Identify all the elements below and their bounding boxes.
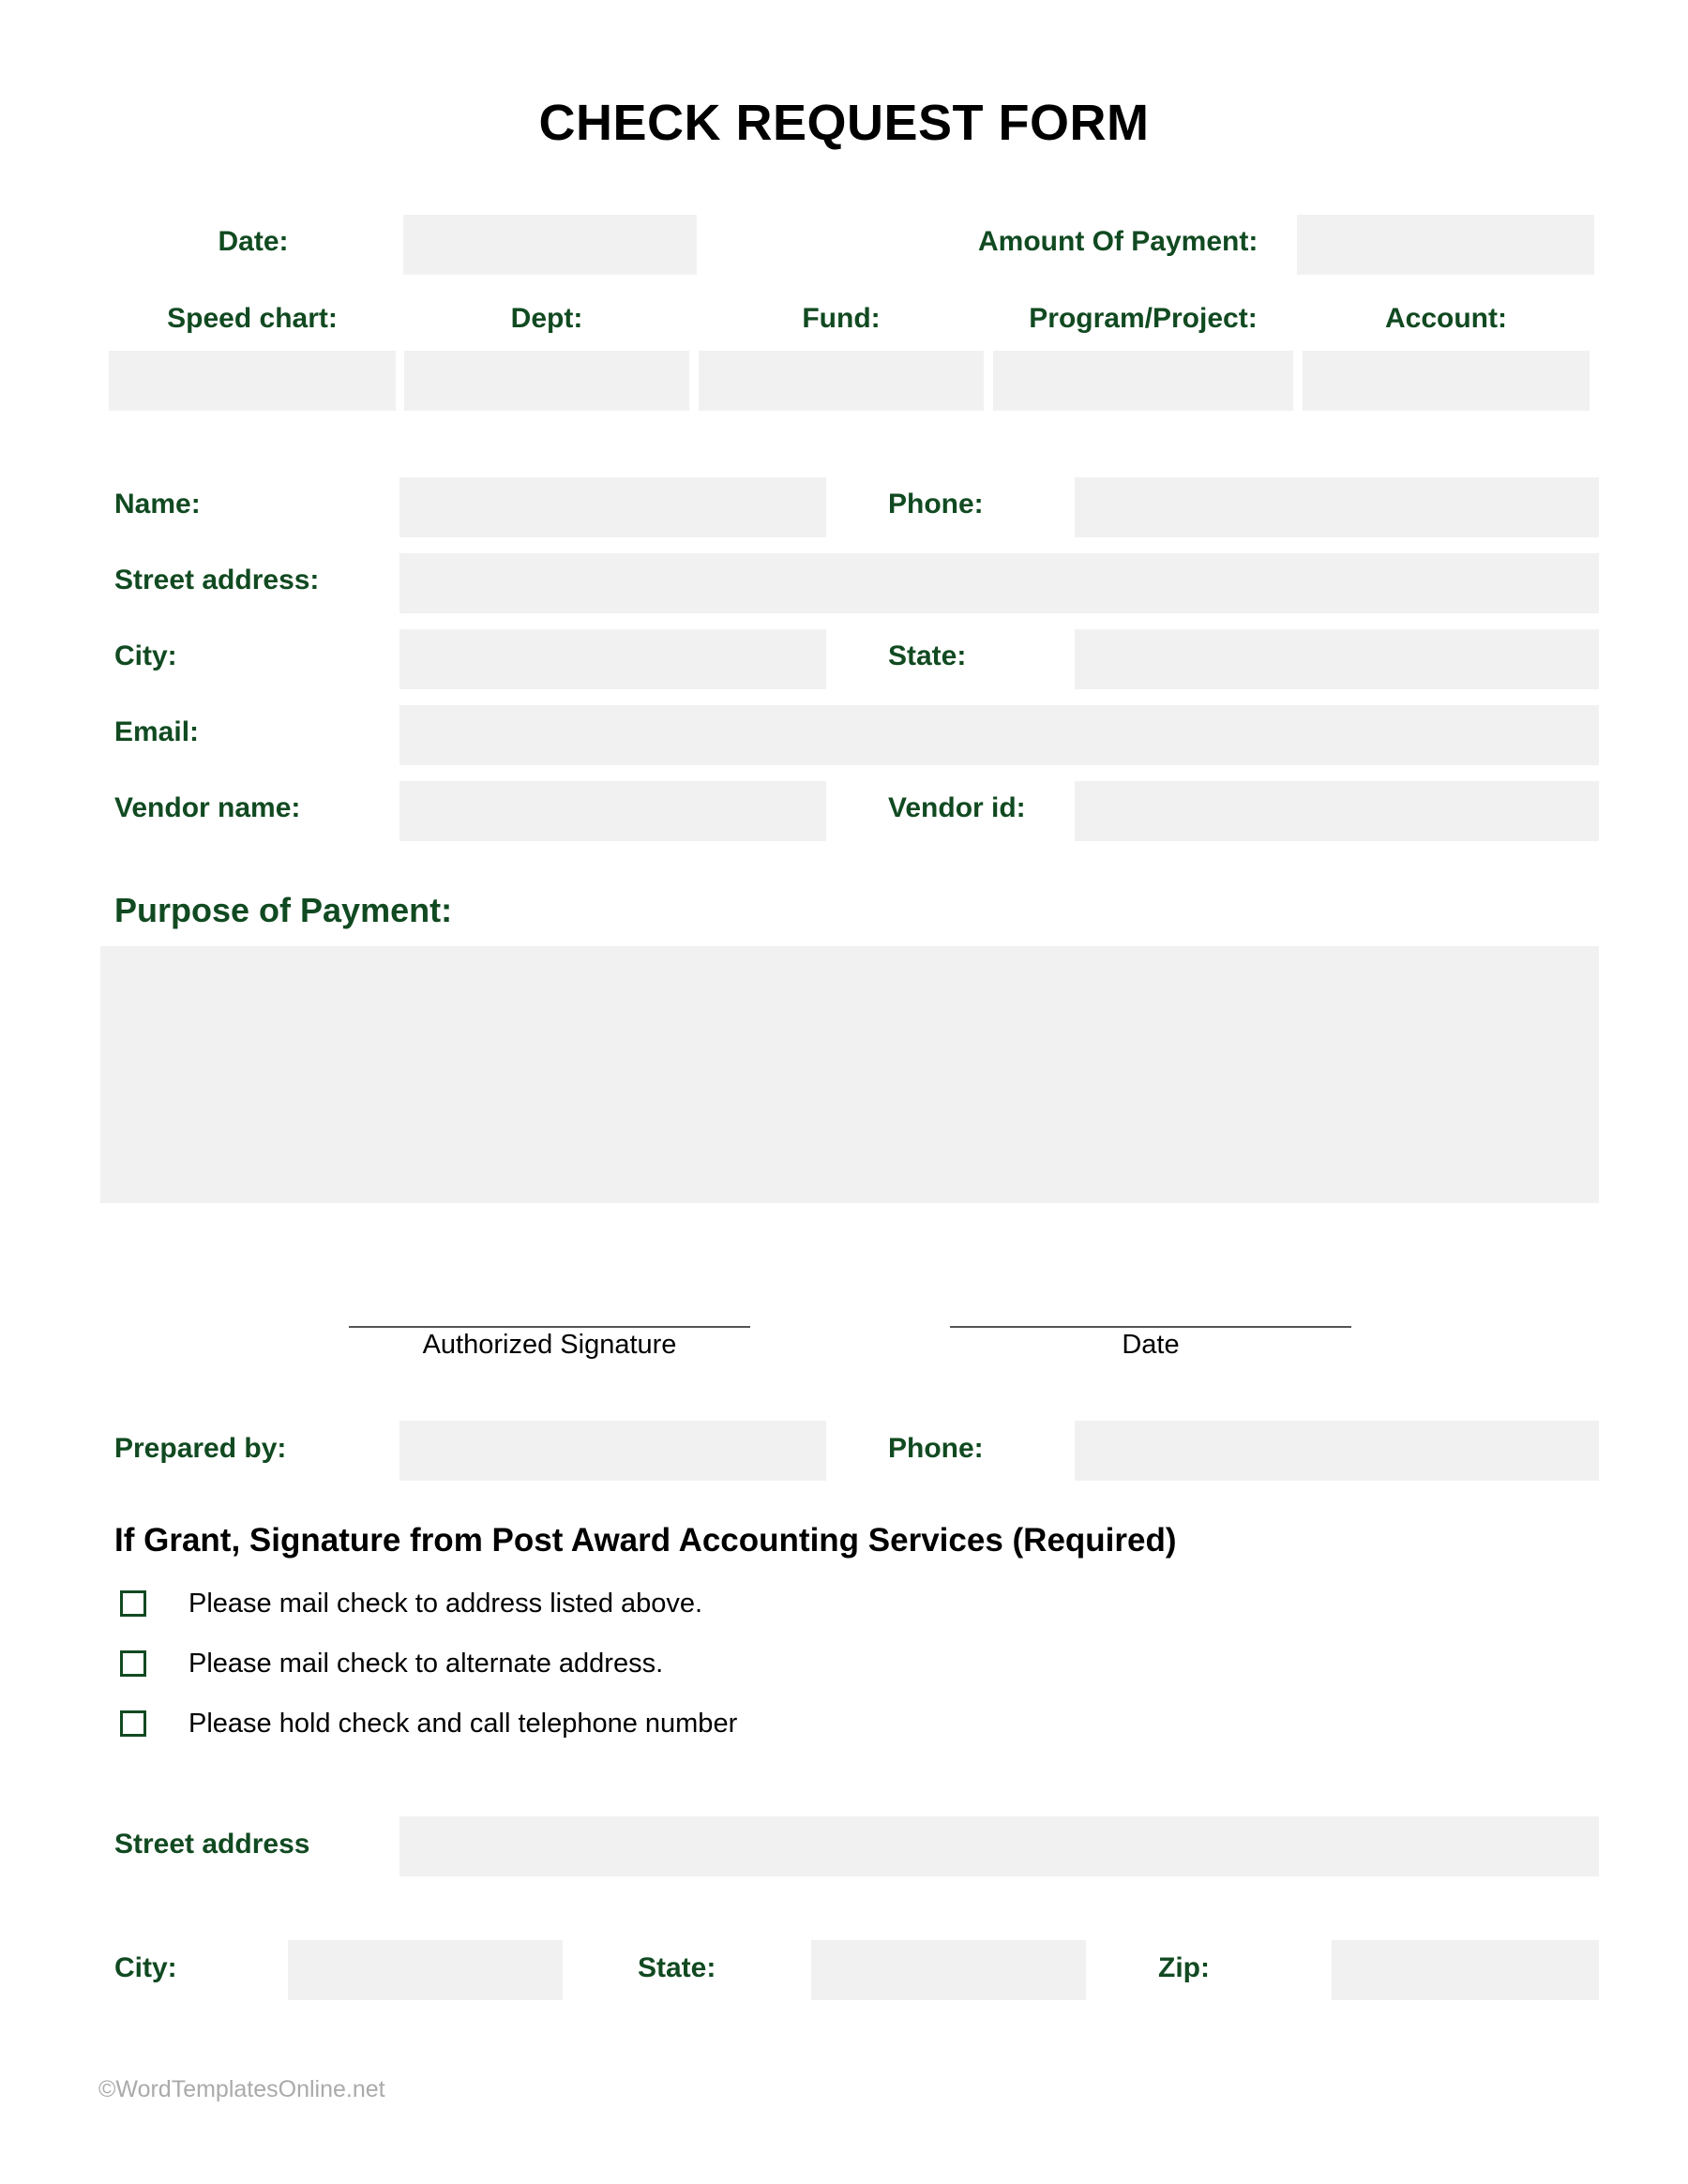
checkbox[interactable] — [120, 1590, 146, 1617]
option-label: Please hold check and call telephone number — [188, 1708, 738, 1739]
watermark: ©WordTemplatesOnline.net — [98, 2076, 385, 2102]
amount-field[interactable] — [1297, 215, 1594, 275]
signature-date-caption: Date — [1122, 1330, 1180, 1360]
alt-street-address-field[interactable] — [399, 1816, 1599, 1876]
authorized-signature-caption: Authorized Signature — [422, 1330, 677, 1360]
alt-state-label: State: — [638, 1952, 716, 1983]
signature-date-line[interactable] — [950, 1326, 1351, 1328]
name-label: Name: — [114, 489, 201, 520]
city-field[interactable] — [399, 629, 826, 689]
purpose-heading: Purpose of Payment: — [114, 891, 453, 929]
name-field[interactable] — [399, 477, 826, 537]
vendor-name-field[interactable] — [399, 781, 826, 841]
grant-heading: If Grant, Signature from Post Award Accounting Services (Required) — [114, 1522, 1177, 1559]
dept-field[interactable] — [404, 351, 689, 411]
fund-field[interactable] — [699, 351, 984, 411]
alt-state-field[interactable] — [811, 1940, 1086, 2000]
prepared-by-field[interactable] — [399, 1421, 826, 1481]
prepared-by-label: Prepared by: — [114, 1433, 287, 1464]
state-label: State: — [888, 640, 967, 671]
phone-field[interactable] — [1075, 477, 1599, 537]
checkbox[interactable] — [120, 1650, 146, 1677]
city-label: City: — [114, 640, 177, 671]
dept-label: Dept: — [510, 303, 583, 334]
option-mail-listed-address[interactable] — [120, 1580, 702, 1627]
vendor-id-label: Vendor id: — [888, 792, 1026, 823]
alt-zip-field[interactable] — [1332, 1940, 1599, 2000]
alt-city-label: City: — [114, 1952, 177, 1983]
option-label: Please mail check to address listed above. — [188, 1588, 703, 1619]
option-hold-check-call[interactable] — [120, 1700, 737, 1747]
prepared-phone-field[interactable] — [1075, 1421, 1599, 1481]
option-label: Please mail check to alternate address. — [188, 1648, 664, 1679]
checkbox[interactable] — [120, 1710, 146, 1737]
purpose-textarea[interactable] — [100, 946, 1599, 1203]
program-project-field[interactable] — [993, 351, 1293, 411]
email-field[interactable] — [399, 705, 1599, 765]
prepared-phone-label: Phone: — [888, 1433, 984, 1464]
page-title: CHECK REQUEST FORM — [538, 95, 1150, 151]
option-mail-alternate-address[interactable] — [120, 1640, 663, 1687]
alt-zip-label: Zip: — [1158, 1952, 1210, 1983]
program-project-label: Program/Project: — [1029, 303, 1258, 334]
speed-chart-field[interactable] — [109, 351, 396, 411]
street-address-field[interactable] — [399, 553, 1599, 613]
speed-chart-label: Speed chart: — [167, 303, 338, 334]
date-field[interactable] — [403, 215, 697, 275]
state-field[interactable] — [1075, 629, 1599, 689]
phone-label: Phone: — [888, 489, 984, 520]
fund-label: Fund: — [802, 303, 881, 334]
street-address-label: Street address: — [114, 565, 320, 595]
account-field[interactable] — [1303, 351, 1590, 411]
email-label: Email: — [114, 716, 200, 747]
alt-city-field[interactable] — [288, 1940, 563, 2000]
vendor-name-label: Vendor name: — [114, 792, 301, 823]
vendor-id-field[interactable] — [1075, 781, 1599, 841]
alt-street-address-label: Street address — [114, 1829, 310, 1860]
amount-label: Amount Of Payment: — [978, 226, 1258, 257]
authorized-signature-line[interactable] — [349, 1326, 750, 1328]
date-label: Date: — [218, 226, 289, 257]
account-label: Account: — [1385, 303, 1507, 334]
